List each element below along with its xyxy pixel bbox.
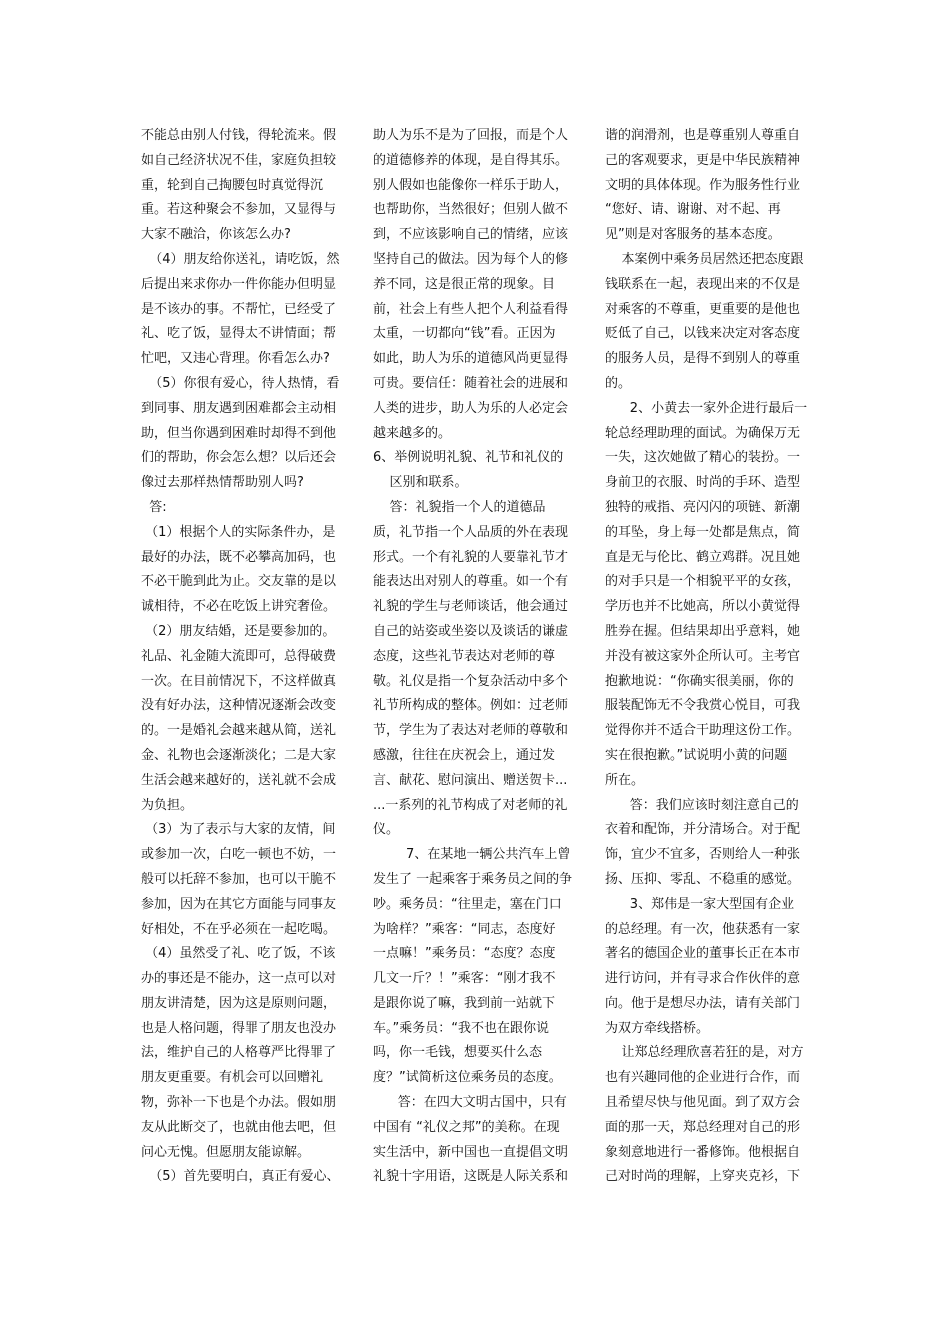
text-line: 独特的戒指、亮闪闪的项链、新潮 [605, 499, 801, 515]
text-line: 为双方牵线搭桥。 [605, 1020, 710, 1036]
text-line: 后提出来求你办一件你能办但明显 [141, 276, 337, 292]
text-line: 礼节所构成的整体。例如：过老师 [373, 698, 569, 714]
text-line: 抱歉地说：“你确实很美丽，你的 [605, 673, 794, 689]
text-line: 贬低了自己，以钱来决定对客态度 [605, 326, 801, 342]
text-line: 己的客观要求，更是中华民族精神 [605, 152, 801, 168]
text-line: 友从此断交了，也就由他去吧，但 [141, 1119, 337, 1135]
text-line: 到，不应该影响自己的情绪，应该 [373, 227, 569, 243]
text-line: 著名的德国企业的董事长正在本市 [605, 946, 801, 962]
text-line: 助人为乐不是为了回报，而是个人 [373, 128, 569, 143]
text-line: 重，轮到自己掏腰包时真觉得沉 [141, 177, 324, 193]
text-line: 节，学生为了表达对老师的尊敬和 [373, 723, 569, 739]
text-line: 实在很抱歉。”试说明小黄的问题 [605, 747, 788, 763]
text-line: 身前卫的衣服、时尚的手环、造型 [605, 475, 801, 491]
text-line: 言、献花、慰问演出、赠送贺卡... [373, 772, 568, 788]
text-line: 的。 [605, 375, 632, 391]
text-line: 般可以托辞不参加，也可以干脆不 [141, 871, 337, 887]
text-line: 助，但当你遇到困难时却得不到他 [141, 425, 337, 441]
text-line: （3）为了表示与大家的友情，间 [141, 822, 336, 838]
text-line: 越来越多的。 [373, 425, 452, 441]
text-line: 象刻意地进行一番修饰。他根据自 [605, 1144, 801, 1160]
text-line: 车。”乘务员：“我不也在跟你说 [373, 1020, 549, 1036]
text-line: 所在。 [605, 772, 645, 788]
text-line: （4）朋友给你送礼，请吃饭，然 [141, 251, 340, 267]
text-line: 坚持自己的做法。因为每个人的修 [373, 251, 569, 267]
text-line: 见”则是对客服务的基本态度。 [605, 227, 781, 243]
text-line: 中国有 “礼仪之邦”的美称。在现 [373, 1119, 560, 1135]
text-line: 礼貌十字用语，这既是人际关系和 [373, 1169, 569, 1185]
text-line: ...一系列的礼节构成了对老师的礼 [373, 797, 568, 813]
text-line: （5）你很有爱心，待人热情，看 [141, 375, 340, 391]
text-line: 物，弥补一下也是个办法。假如朋 [141, 1095, 337, 1111]
text-line: 大家不融洽，你该怎么办? [141, 227, 291, 243]
text-line: 态度，这些礼节表达对老师的尊 [373, 648, 556, 664]
text-line: 敬。礼仪是指一个复杂活动中多个 [373, 673, 569, 689]
text-line: 仪。 [373, 822, 400, 838]
text-line: 为啥样？”乘客：“同志，态度好 [373, 921, 556, 937]
text-line: 也有兴趣同他的企业进行合作，而 [605, 1070, 801, 1086]
text-line: （4）虽然受了礼、吃了饭，不该 [141, 946, 336, 962]
text-line: 礼品、礼金随大流即可，总得破费 [141, 648, 337, 664]
text-line: 礼貌的学生与老师谈话，他会通过 [373, 599, 569, 615]
text-line: 或参加一次，白吃一顿也不妨，一 [141, 847, 337, 863]
text-line: 发生了 一起乘客于乘务员之间的争 [373, 871, 573, 887]
text-line: 不能总由别人付钱，得轮流来。假 [141, 128, 337, 143]
text-line: 感激，往往在庆祝会上，通过发 [373, 747, 556, 763]
text-line: 2、小黄去一家外企进行最后一 [605, 400, 808, 416]
text-line: 面的那一天，郑总经理对自己的形 [605, 1119, 801, 1135]
text-line: 忙吧，又违心背理。你看怎么办? [141, 351, 330, 367]
text-line: 向。他于是想尽办法，请有关部门 [605, 995, 801, 1011]
text-line: 答：在四大文明古国中，只有 [373, 1095, 567, 1111]
text-line: 是跟你说了嘛，我到前一站就下 [373, 995, 556, 1011]
text-column-middle [373, 124, 573, 1190]
text-line: 们的帮助，你会怎么想？以后还会 [141, 450, 337, 466]
text-line: 且希望尽快与他见面。到了双方会 [605, 1095, 801, 1111]
text-line: 几文一斤？！”乘客：“刚才我不 [373, 971, 556, 987]
text-line: 服装配饰无不令我赏心悦目，可我 [605, 698, 801, 714]
text-line: 可贵。要信任：随着社会的进展和 [373, 375, 569, 391]
text-column-right [605, 124, 808, 1190]
text-line: 轮总经理助理的面试。为确保万无 [605, 425, 801, 441]
text-line: 3、郑伟是一家大型国有企业 [605, 896, 795, 912]
text-line: 度？”试简析这位乘务员的态度。 [373, 1070, 562, 1086]
text-line: 别人假如也能像你一样乐于助人， [373, 177, 569, 193]
text-line: 太重，一切都向“钱”看。正因为 [373, 326, 556, 342]
text-line: 自己的站姿或坐姿以及谈话的谦虚 [373, 623, 569, 639]
text-line: 诚相待，不必在吃饭上讲究奢俭。 [141, 599, 337, 615]
text-line: 本案例中乘务员居然还把态度跟 [605, 251, 804, 267]
text-line: 不必干脆到此为止。交友靠的是以 [141, 574, 337, 590]
text-line: 的总经理。有一次，他获悉有一家 [605, 921, 801, 937]
text-line: 朋友更重要。有机会可以回赠礼 [141, 1070, 324, 1086]
text-line: 是不该办的事。不帮忙，已经受了 [141, 301, 337, 317]
text-line: 像过去那样热情帮助别人吗? [141, 475, 304, 491]
text-line: 己对时尚的理解，上穿夹克衫，下 [605, 1169, 801, 1185]
text-line: 法，维护自己的人格尊严比得罪了 [141, 1045, 337, 1061]
text-line: （2）朋友结婚，还是要参加的。 [141, 623, 336, 639]
text-line: 最好的办法，既不必攀高加码，也 [141, 549, 337, 565]
text-line: 的道德修养的体现，是自得其乐。 [373, 152, 569, 168]
text-line: 没有好办法，这种情况逐渐会改变 [141, 698, 337, 714]
text-line: 如此，助人为乐的道德风尚更显得 [373, 351, 569, 367]
text-line: 的服务人员，是得不到别人的尊重 [605, 351, 801, 367]
text-line: 一点嘛！”乘务员：“态度？态度 [373, 946, 556, 962]
text-line: 让郑总经理欣喜若狂的是，对方 [605, 1045, 804, 1061]
text-line: 钱联系在一起，表现出来的不仅是 [605, 276, 801, 292]
text-line: 觉得你并不适合干助理这份工作。 [605, 723, 801, 739]
text-line: “您好、请、谢谢、对不起、再 [605, 202, 781, 218]
text-line: 直是无与伦比、鹤立鸡群。况且她 [605, 549, 801, 565]
text-line: （1）根据个人的实际条件办，是 [141, 524, 336, 540]
text-line: （5）首先要明白，真正有爱心、 [141, 1169, 340, 1185]
text-line: 谐的润滑剂，也是尊重别人尊重自 [605, 128, 801, 143]
text-line: 如自己经济状况不佳，家庭负担较 [141, 152, 337, 168]
text-line: 人类的进步，助人为乐的人必定会 [373, 400, 569, 416]
text-line: 的。一是婚礼会越来越从简，送礼 [141, 723, 337, 739]
text-line: 答：我们应该时刻注意自己的 [605, 797, 799, 813]
text-line: 对乘客的不尊重，更重要的是他也 [605, 301, 801, 317]
text-line: 问心无愧。但愿朋友能谅解。 [141, 1144, 311, 1160]
text-line: 胜券在握。但结果却出乎意料，她 [605, 623, 801, 639]
text-line: 实生活中，新中国也一直提倡文明 [373, 1144, 569, 1160]
text-line: 前，社会上有些人把个人利益看得 [373, 301, 569, 317]
text-line: 重。若这种聚会不参加，又显得与 [141, 202, 337, 218]
text-line: 一次。在目前情况下，不这样做真 [141, 673, 337, 689]
text-line: 吵。乘务员：“往里走，塞在门口 [373, 896, 562, 912]
text-line: 养不同，这是很正常的现象。目 [373, 276, 556, 292]
text-line: 生活会越来越好的，送礼就不会成 [141, 772, 337, 788]
text-line: 也是人格问题，得罪了朋友也没办 [141, 1020, 337, 1036]
text-line: 金、礼物也会逐渐淡化；二是大家 [141, 747, 337, 763]
text-line: 学历也并不比她高，所以小黄觉得 [605, 599, 801, 615]
text-line: 饰，宜少不宜多，否则给人一种张 [605, 847, 801, 863]
text-line: 答: [141, 499, 167, 515]
text-line: 办的事还是不能办，这一点可以对 [141, 971, 337, 987]
text-line: 文明的具体体现。作为服务性行业 [605, 177, 801, 193]
text-line: 一失，这次她做了精心的装扮。一 [605, 450, 801, 466]
text-line: 的耳坠，身上每一处都是焦点，简 [605, 524, 801, 540]
text-line: 衣着和配饰，并分清场合。对于配 [605, 822, 801, 838]
text-line: 进行访问，并有寻求合作伙伴的意 [605, 971, 801, 987]
text-line: 的对手只是一个相貌平平的女孩， [605, 574, 801, 590]
text-line: 好相处，不在乎必须在一起吃喝。 [141, 921, 337, 937]
text-line: 答：礼貌指一个人的道德品 [373, 499, 546, 515]
text-line: 吗，你一毛钱，想要买什么态 [373, 1045, 543, 1061]
text-column-left [141, 124, 341, 1190]
text-line: 参加，因为在其它方面能与同事友 [141, 896, 337, 912]
text-line: 7、在某地一辆公共汽车上曾 [373, 847, 571, 863]
text-line: 扬、压抑、零乱、不稳重的感觉。 [605, 871, 801, 887]
text-line: 为负担。 [141, 797, 194, 813]
text-line: 质，礼节指一个人品质的外在表现 [373, 524, 569, 540]
text-line: 朋友讲清楚，因为这是原则问题， [141, 995, 337, 1011]
text-line: 形式。一个有礼貌的人要靠礼节才 [373, 549, 569, 565]
text-line: 6、举例说明礼貌、礼节和礼仪的 [373, 450, 564, 466]
text-line: 并没有被这家外企所认可。主考官 [605, 648, 801, 664]
text-line: 礼、吃了饭，显得太不讲情面；帮 [141, 326, 337, 342]
text-line: 也帮助你，当然很好；但别人做不 [373, 202, 569, 218]
text-line: 区别和联系。 [373, 475, 468, 491]
text-line: 能表达出对别人的尊重。如一个有 [373, 574, 569, 590]
text-line: 到同事、朋友遇到困难都会主动相 [141, 400, 337, 416]
